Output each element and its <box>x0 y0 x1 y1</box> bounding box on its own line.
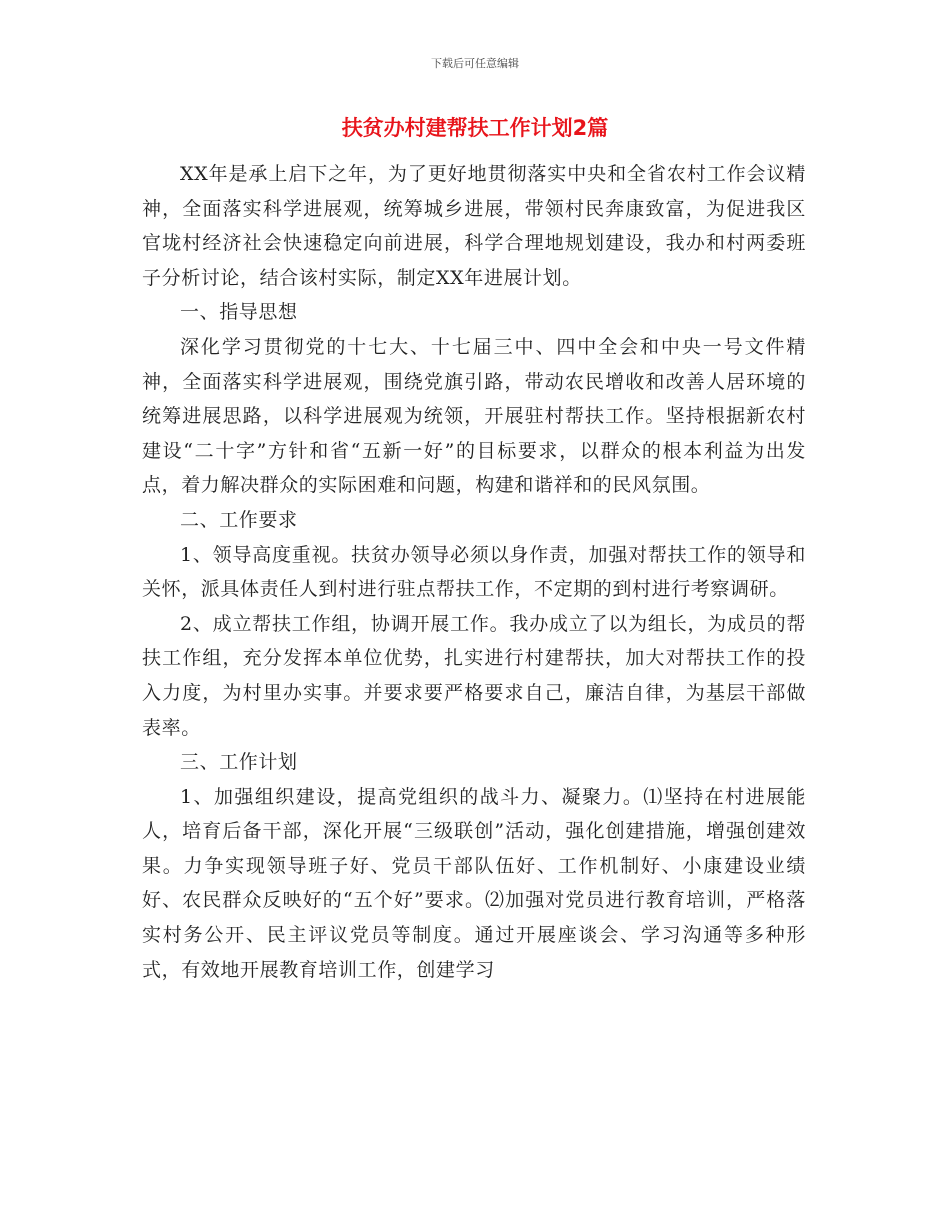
header-note: 下载后可任意编辑 <box>431 57 519 70</box>
plan-paragraph-1: 1、加强组织建设，提高党组织的战斗力、凝聚力。⑴坚持在村进展能人，培育后备干部，深化开展“三级联创”活动，强化创建措施，增强创建效果。力争实现领导班子好、党员干部队伍好、工作机制好、小康建设业绩好、农民群众反映好的“五个好”要求。⑵加强对党员进行教育培训，严格落实村务公开、民主评议党员等制度。通过开展座谈会、学习沟通等多种形式，有效地开展教育培训工作，创建学习 <box>142 785 806 981</box>
intro-paragraph: XX年是承上启下之年，为了更好地贯彻落实中央和全省农村工作会议精神，全面落实科学进展观，统筹城乡进展，带领村民奔康致富，为促进我区官垅村经济社会快速稳定向前进展，科学合理地规划建设，我办和村两委班子分析讨论，结合该村实际，制定XX年进展计划。 <box>142 163 806 289</box>
section-heading-guiding-thought: 一、指导思想 <box>180 301 298 324</box>
guiding-thought-paragraph: 深化学习贯彻党的十七大、十七届三中、四中全会和中央一号文件精神，全面落实科学进展观，围绕党旗引路，带动农民增收和改善人居环境的统筹进展思路，以科学进展观为统领，开展驻村帮扶工作。坚持根据新农村建设“二十字”方针和省“五新一好”的目标要求，以群众的根本利益为出发点，着力解决群众的实际困难和问题，构建和谐祥和的民风氛围。 <box>142 335 806 497</box>
requirement-paragraph-1: 1、领导高度重视。扶贫办领导必须以身作责，加强对帮扶工作的领导和关怀，派具体责任人到村进行驻点帮扶工作，不定期的到村进行考察调研。 <box>142 543 806 601</box>
requirement-paragraph-2: 2、成立帮扶工作组，协调开展工作。我办成立了以为组长，为成员的帮扶工作组，充分发挥本单位优势，扎实进行村建帮扶，加大对帮扶工作的投入力度，为村里办实事。并要求要严格要求自己，廉洁自律，为基层干部做表率。 <box>142 612 806 739</box>
document-title: 扶贫办村建帮扶工作计划2篇 <box>341 116 609 140</box>
section-heading-work-requirements: 二、工作要求 <box>180 508 298 531</box>
document-body <box>142 157 806 987</box>
section-heading-work-plan: 三、工作计划 <box>180 751 298 774</box>
